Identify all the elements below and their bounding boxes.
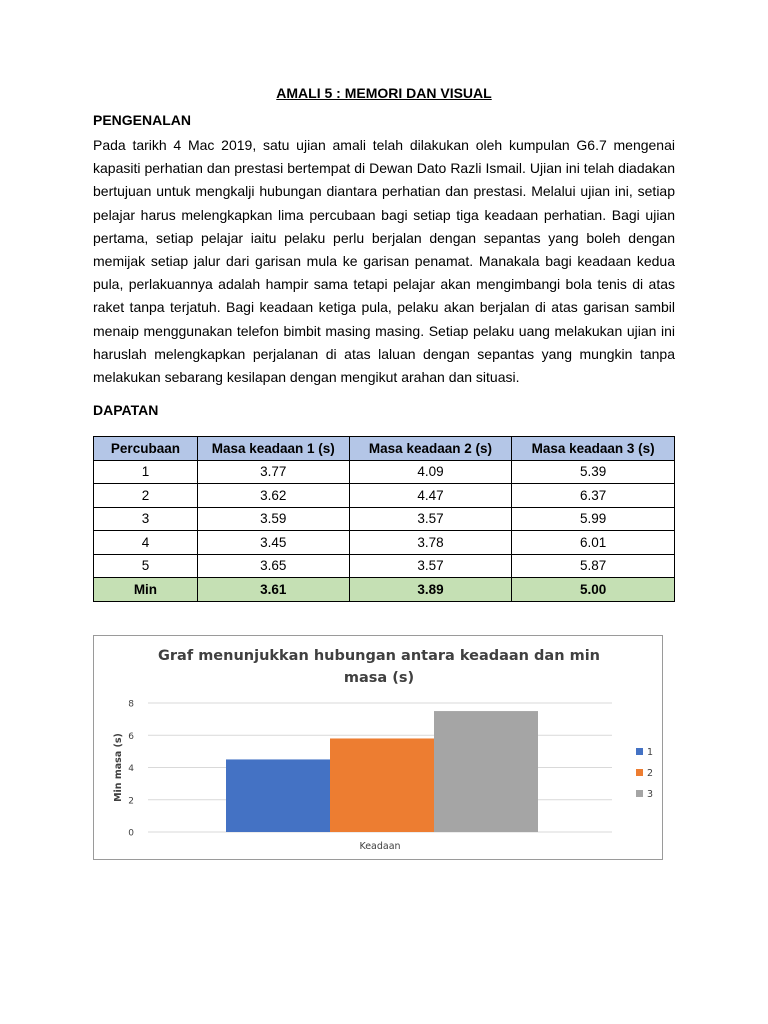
table-cell: 3.57 [349, 554, 512, 578]
table-cell: 4.47 [349, 484, 512, 508]
header-cell: Percubaan [94, 437, 198, 461]
table-cell: 3.77 [197, 460, 349, 484]
table-cell: 3 [94, 507, 198, 531]
table-cell: 3.45 [197, 531, 349, 555]
table-cell: 6.01 [512, 531, 675, 555]
legend-swatch [636, 790, 643, 797]
table-row [94, 484, 675, 508]
bar-series-2 [330, 738, 434, 832]
chart-plot [94, 636, 662, 859]
chart-title: Graf menunjukkan hubungan antara keadaan dan min masa (s) [158, 648, 600, 686]
table-cell: 5.39 [512, 460, 675, 484]
table-cell: 5.00 [512, 578, 675, 602]
y-axis-label: Min masa (s) [113, 733, 124, 802]
results-table [93, 436, 675, 602]
table-cell: Min [94, 578, 198, 602]
table-cell: 4.09 [349, 460, 512, 484]
header-cell: Masa keadaan 1 (s) [197, 437, 349, 461]
legend-swatch [636, 748, 643, 755]
header-cell: Masa keadaan 2 (s) [349, 437, 512, 461]
table-min-row [94, 578, 675, 602]
y-tick-label: 0 [128, 828, 134, 839]
table-cell: 3.65 [197, 554, 349, 578]
table-cell: 6.37 [512, 484, 675, 508]
legend-label: 3 [647, 789, 654, 800]
table-cell: 3.89 [349, 578, 512, 602]
y-tick-label: 4 [128, 764, 134, 774]
intro-heading: PENGENALAN [93, 112, 192, 128]
results-heading: DAPATAN [93, 402, 159, 418]
bar-chart [93, 635, 663, 860]
table-cell: 5 [94, 554, 198, 578]
table-cell: 3.59 [197, 507, 349, 531]
bar-series-1 [226, 759, 330, 832]
table-row [94, 460, 675, 484]
y-tick-label: 8 [128, 699, 134, 710]
page-title: AMALI 5 : MEMORI DAN VISUAL [276, 85, 492, 101]
table-cell: 3.61 [197, 578, 349, 602]
y-tick-label: 6 [128, 731, 134, 742]
table-cell: 4 [94, 531, 198, 555]
table-cell: 3.78 [349, 531, 512, 555]
table-cell: 2 [94, 484, 198, 508]
legend-label: 2 [647, 768, 654, 779]
table-row [94, 554, 675, 578]
legend-label: 1 [647, 747, 654, 758]
table-cell: 1 [94, 460, 198, 484]
table-row [94, 507, 675, 531]
x-axis-label: Keadaan [359, 841, 401, 852]
table-cell: 3.62 [197, 484, 349, 508]
table-header-row [94, 437, 675, 461]
table-row [94, 531, 675, 555]
table-cell: 5.87 [512, 554, 675, 578]
intro-paragraph: Pada tarikh 4 Mac 2019, satu ujian amali telah dilakukan oleh kumpulan G6.7 mengenai kapasiti perhatian dan prestasi bertempat di Dewan Dato Razli Ismail. Ujian ini telah diadakan bertujuan untuk mengkalji hubungan diantara perhatian dan prestasi. Melalui ujian ini, setiap pelajar harus melengkapkan lima percubaan bagi setiap tiga keadaan perhatian. Bagi ujian pertama, setiap pelajar iaitu pelaku perlu berjalan dengan sepantas yang boleh dengan memijak setiap jalur dari garisan mula ke garisan penamat. Manakala bagi keadaan kedua pula, perlakuannya adalah hampir sama tetapi pelajar akan mengimbangi bola tenis di atas raket tanpa terjatuh. Bagi keadaan ketiga pula, pelaku akan berjalan di atas garisan sambil menaip menggunakan telefon bimbit masing masing. Setiap pelaku uang melakukan ujian ini haruslah melengkapkan perjalanan di atas laluan dengan sepantas yang mungkin tanpa melakukan sebarang kesilapan dengan mengikut arahan dan situasi. [93, 137, 675, 386]
legend-swatch [636, 769, 643, 776]
table-cell: 3.57 [349, 507, 512, 531]
header-cell: Masa keadaan 3 (s) [512, 437, 675, 461]
bar-series-3 [434, 711, 538, 832]
y-tick-label: 2 [128, 796, 134, 807]
table-cell: 5.99 [512, 507, 675, 531]
